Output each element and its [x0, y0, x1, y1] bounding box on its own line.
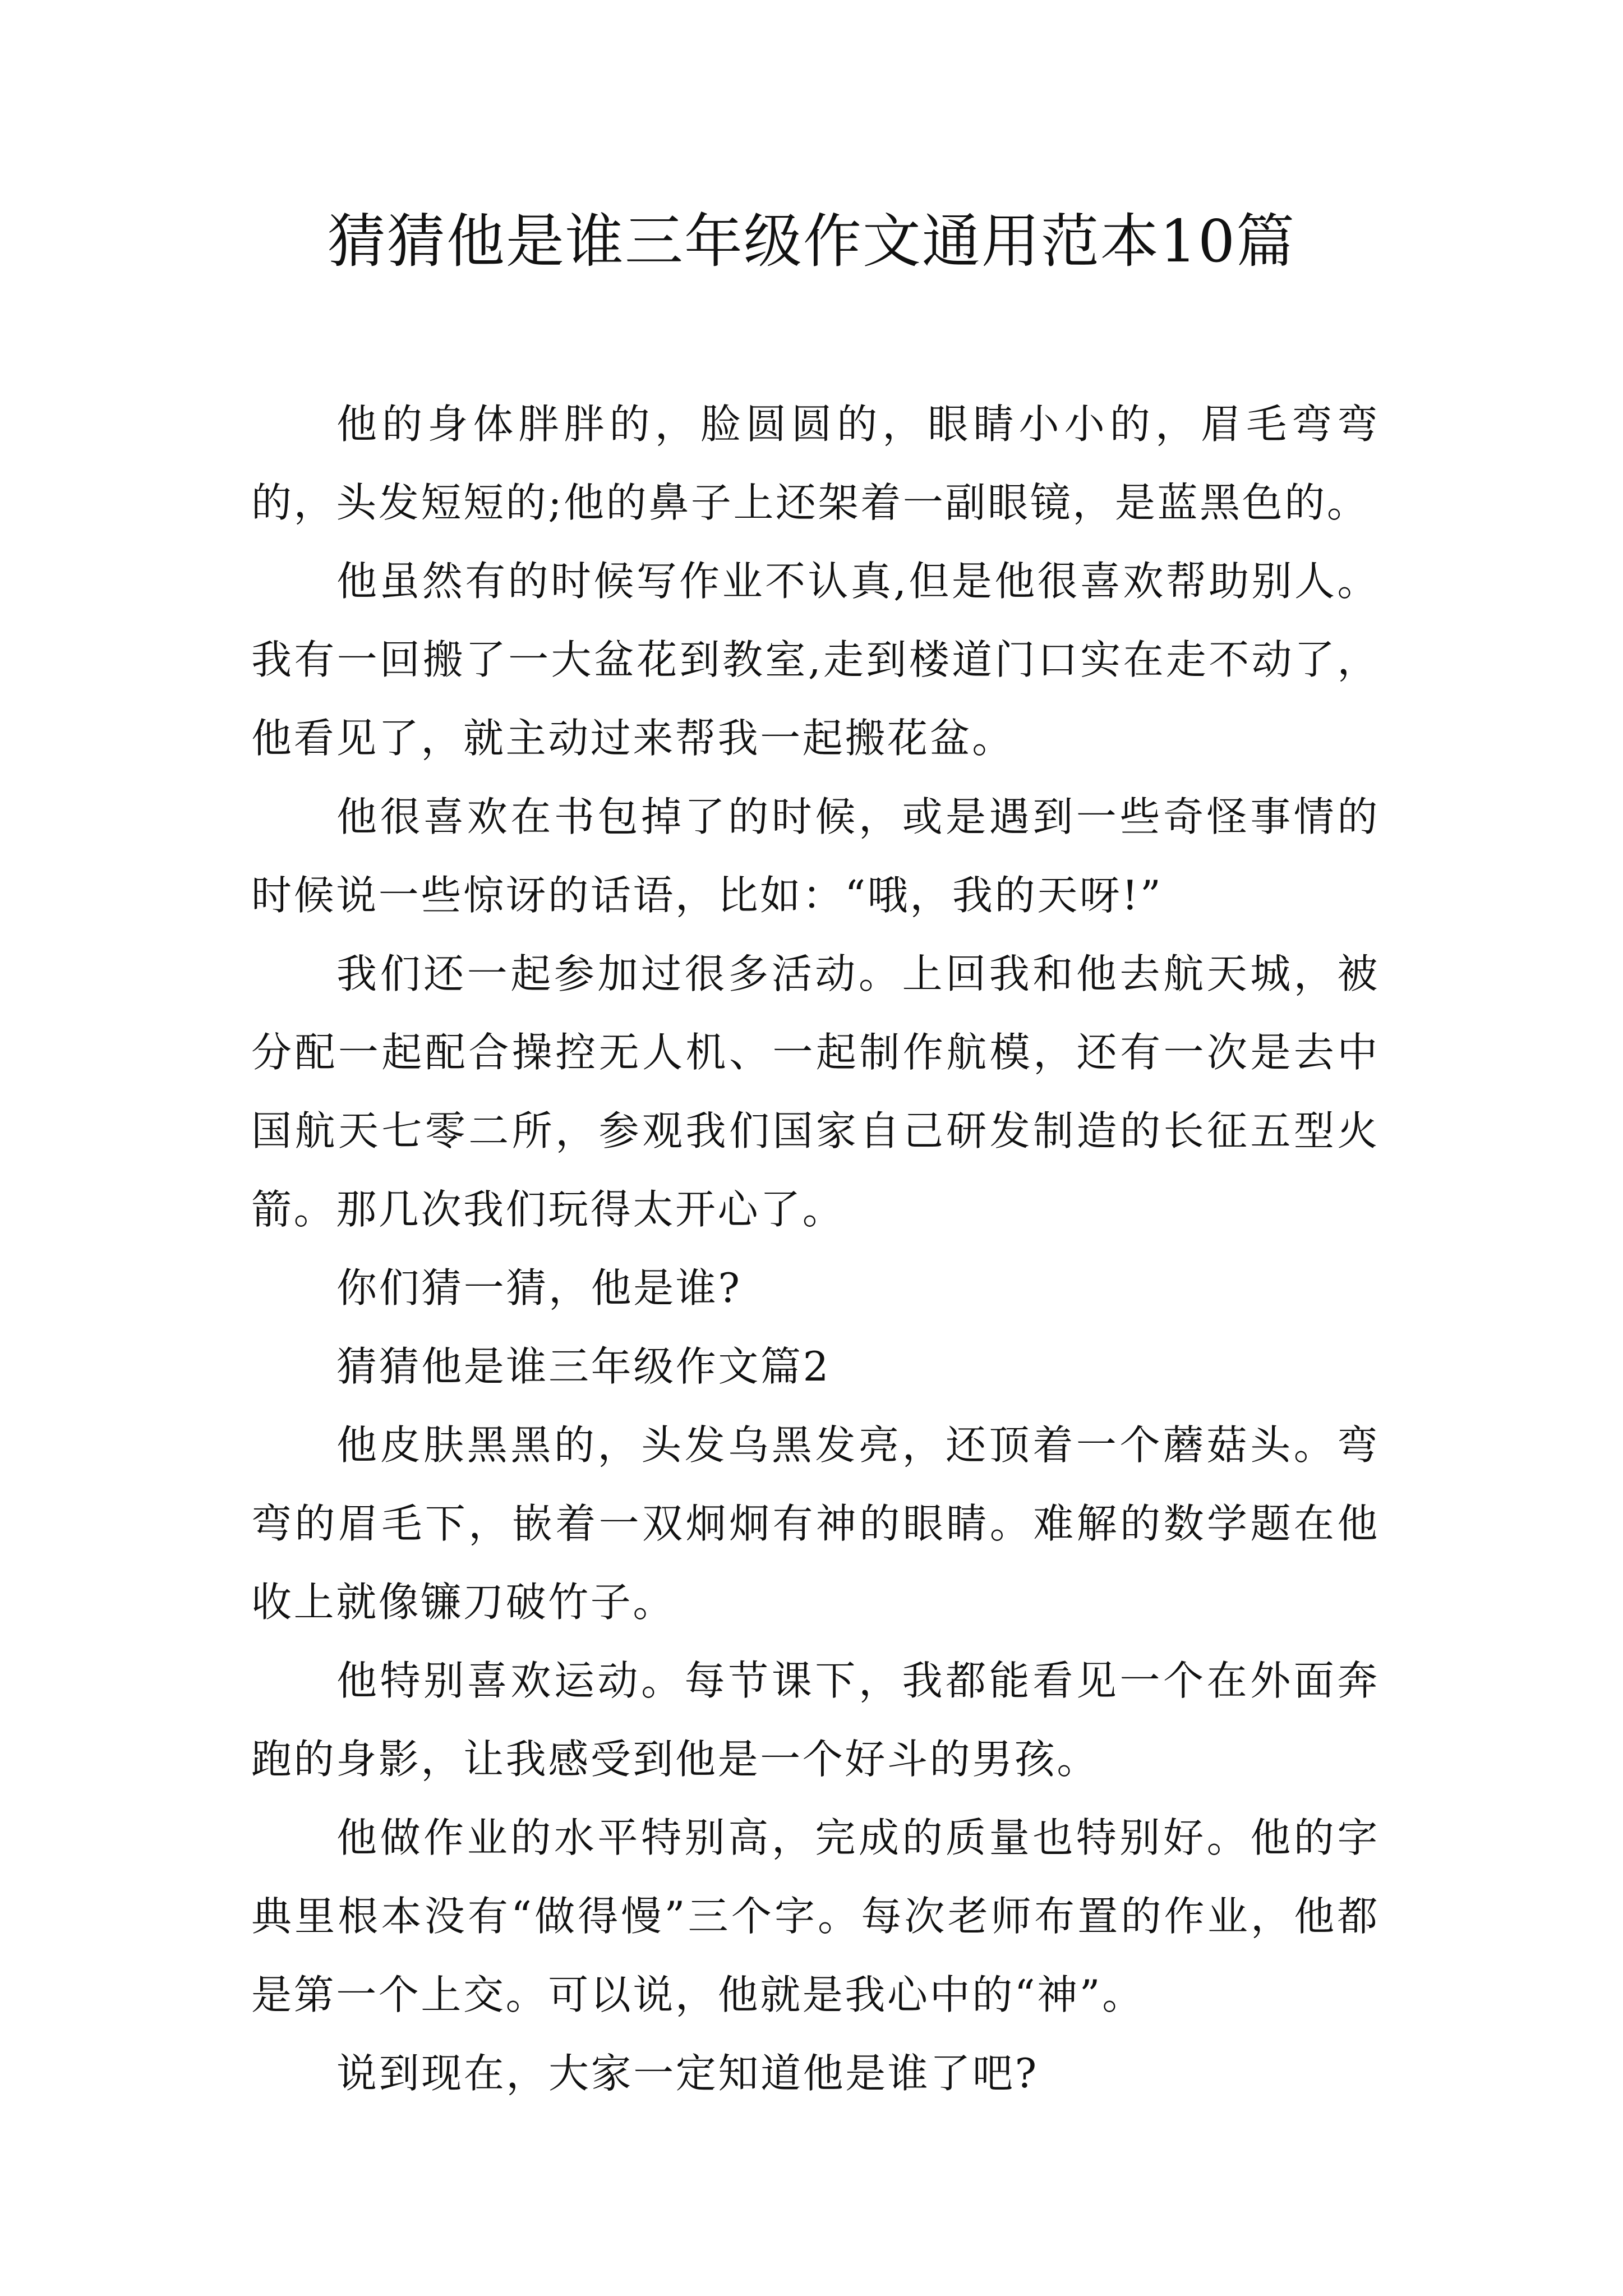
- paragraph: 他特别喜欢运动。每节课下，我都能看见一个在外面奔跑的身影，让我感受到他是一个好斗的男孩。: [251, 1657, 1380, 1783]
- document-title: 猜猜他是谁三年级作文通用范本10篇: [327, 207, 1296, 275]
- section-heading: 猜猜他是谁三年级作文篇2: [336, 1343, 831, 1390]
- paragraph: 他的身体胖胖的，脸圆圆的，眼睛小小的，眉毛弯弯的，头发短短的;他的鼻子上还架着一副眼镜，是蓝黑色的。: [251, 401, 1380, 526]
- paragraph: 他做作业的水平特别高，完成的质量也特别好。他的字典里根本没有“做得慢”三个字。每次老师布置的作业，他都是第一个上交。可以说，他就是我心中的“神”。: [251, 1814, 1380, 2018]
- document-body: [251, 385, 1380, 2113]
- paragraph: 你们猜一猜，他是谁?: [336, 1264, 742, 1312]
- paragraph: 他皮肤黑黑的，头发乌黑发亮，还顶着一个蘑菇头。弯弯的眉毛下，嵌着一双炯炯有神的眼睛。难解的数学题在他收上就像镰刀破竹子。: [251, 1421, 1380, 1626]
- paragraph: 他虽然有的时候写作业不认真,但是他很喜欢帮助别人。我有一回搬了一大盆花到教室,走到楼道门口实在走不动了，他看见了，就主动过来帮我一起搬花盆。: [251, 558, 1380, 762]
- paragraph: 我们还一起参加过很多活动。上回我和他去航天城，被分配一起配合操控无人机、一起制作航模，还有一次是去中国航天七零二所，参观我们国家自己研发制造的长征五型火箭。那几次我们玩得太开心了。: [251, 950, 1380, 1233]
- paragraph: 说到现在，大家一定知道他是谁了吧?: [336, 2050, 1039, 2097]
- paragraph: 他很喜欢在书包掉了的时候，或是遇到一些奇怪事情的时候说一些惊讶的话语，比如：“哦，我的天呀!”: [251, 793, 1380, 919]
